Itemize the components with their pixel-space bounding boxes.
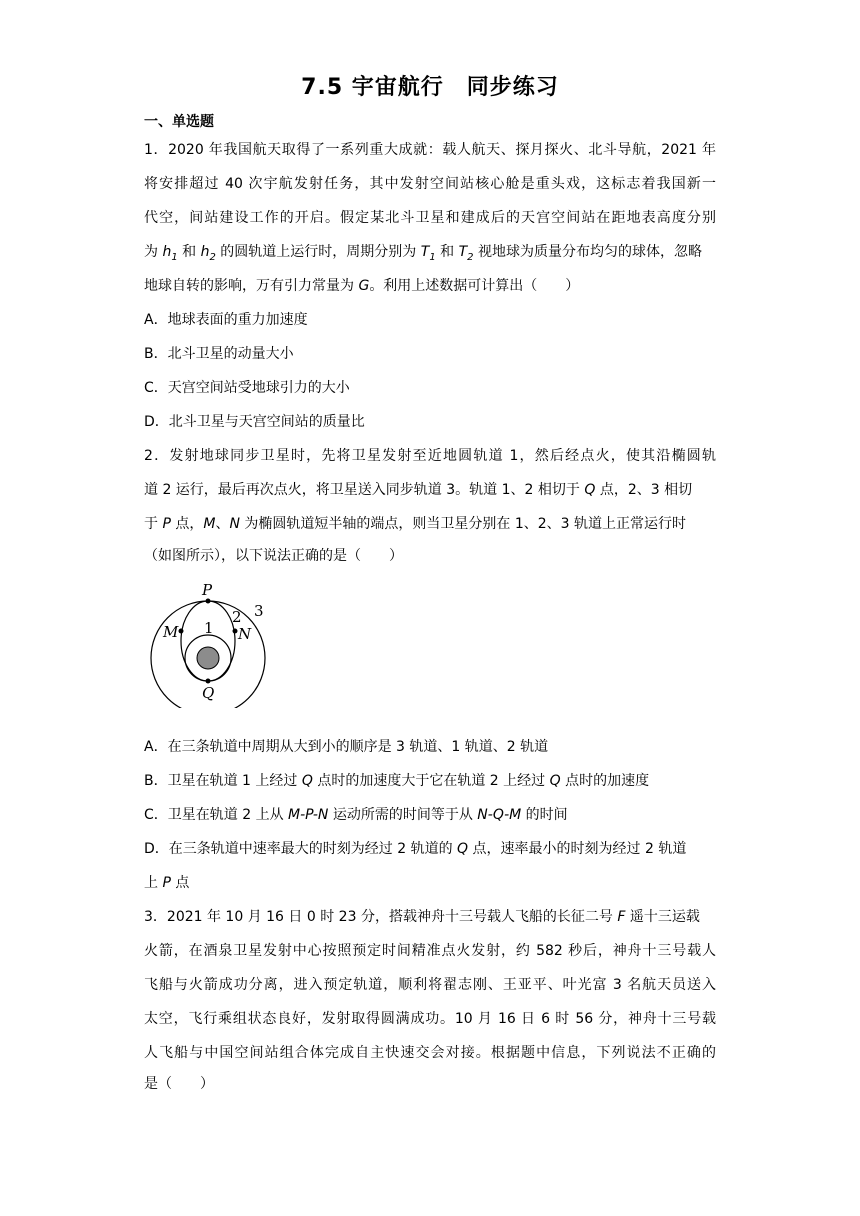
text: 的圆轨道上运行时，周期分别为 <box>215 244 421 260</box>
text: 3．2021 年 10 月 16 日 0 时 23 分，搭载神舟十三号载人飞船的长征二号 <box>144 909 618 925</box>
q3-line-3: 飞船与火箭成功分离，进入预定轨道，顺利将翟志刚、王亚平、叶光富 3 名航天员送入 <box>144 977 716 993</box>
text: 点，2、3 相切 <box>595 482 693 498</box>
q1-line-2: 将安排超过 40 次宇航发射任务，其中发射空间站核心舱是重头戏，这标志着我国新一 <box>144 176 716 192</box>
q1-option-d: D．北斗卫星与天宫空间站的质量比 <box>144 414 365 430</box>
q1-option-a: A．地球表面的重力加速度 <box>144 312 308 328</box>
var-q: Q <box>584 482 596 498</box>
text: 点，速率最小的时刻为经过 2 轨道 <box>468 841 687 857</box>
text: 视地球为质量分布均匀的球体，忽略 <box>473 244 702 260</box>
q2-option-d-cont <box>144 872 189 894</box>
var-p: P <box>162 875 171 891</box>
text: 为椭圆轨道短半轴的端点，则当卫星分别在 1、2、3 轨道上正常运行时 <box>239 516 687 532</box>
q3-line-1 <box>144 906 700 928</box>
text: 、 <box>215 516 230 532</box>
text: 道 2 运行，最后再次点火，将卫星送入同步轨道 3。轨道 1、2 相切于 <box>144 482 585 498</box>
var-f: F <box>617 909 626 925</box>
label-orbit-2: 2 <box>232 608 242 626</box>
text: 点时的加速度 <box>560 773 650 789</box>
q1-line-4 <box>144 241 716 269</box>
orbit-diagram <box>150 578 270 708</box>
label-m: M <box>163 623 179 641</box>
var-nqm: N-Q-M <box>477 807 522 823</box>
text: 点 <box>170 875 190 891</box>
text: D．在三条轨道中速率最大的时刻为经过 2 轨道的 <box>144 841 458 857</box>
q3-line-2: 火箭，在酒泉卫星发射中心按照预定时间精准点火发射，约 582 秒后，神舟十三号载人 <box>144 943 716 959</box>
text: 点时的加速度大于它在轨道 2 上经过 <box>312 773 550 789</box>
text: 的时间 <box>521 807 568 823</box>
subscript: 1 <box>171 251 178 263</box>
var-mpn: M-P-N <box>288 807 329 823</box>
point-m <box>179 629 184 634</box>
text: C．卫星在轨道 2 上从 <box>144 807 289 823</box>
q3-line-6: 是（ ） <box>144 1076 214 1092</box>
text: B．卫星在轨道 1 上经过 <box>144 773 302 789</box>
point-n <box>233 629 238 634</box>
var-g: G <box>358 278 370 294</box>
text: 为 <box>144 244 163 260</box>
var-t: T <box>420 244 430 260</box>
q3-line-4: 太空，飞行乘组状态良好，发射取得圆满成功。10 月 16 日 6 时 56 分，神舟十三号载 <box>144 1011 716 1027</box>
text: 遥十三运载 <box>625 909 700 925</box>
q2-option-b <box>144 770 649 792</box>
var-t: T <box>458 244 468 260</box>
q2-line-1: 2．发射地球同步卫星时，先将卫星发射至近地圆轨道 1，然后经点火，使其沿椭圆轨 <box>144 448 716 464</box>
q2-line-3 <box>144 513 686 535</box>
var-q: Q <box>301 773 313 789</box>
label-orbit-1: 1 <box>204 619 214 637</box>
q2-option-c <box>144 804 568 826</box>
q2-line-2 <box>144 479 692 501</box>
section-heading: 一、单选题 <box>144 114 214 130</box>
point-q <box>206 679 211 684</box>
q2-line-4: （如图所示），以下说法正确的是（ ） <box>144 548 403 564</box>
subscript: 2 <box>209 251 216 263</box>
var-n: N <box>229 516 240 532</box>
subscript: 2 <box>467 251 474 263</box>
text: 。利用上述数据可计算出（ ） <box>369 278 580 294</box>
text: 地球自转的影响，万有引力常量为 <box>144 278 359 294</box>
var-h: h <box>162 244 172 260</box>
var-p: P <box>162 516 171 532</box>
q1-option-c: C．天宫空间站受地球引力的大小 <box>144 380 350 396</box>
page-title: 7.5 宇宙航行 同步练习 <box>301 75 559 100</box>
text: 于 <box>144 516 163 532</box>
q1-line-5 <box>144 275 579 297</box>
subscript: 1 <box>429 251 436 263</box>
var-q: Q <box>457 841 469 857</box>
label-n: N <box>238 625 252 643</box>
q1-option-b: B．北斗卫星的动量大小 <box>144 346 294 362</box>
text: 和 <box>177 244 201 260</box>
var-q: Q <box>549 773 561 789</box>
text: 和 <box>435 244 459 260</box>
point-p <box>206 599 211 604</box>
q3-line-5: 人飞船与中国空间站组合体完成自主快速交会对接。根据题中信息，下列说法不正确的 <box>144 1045 716 1061</box>
text: 点， <box>170 516 204 532</box>
earth <box>197 647 219 669</box>
label-p: P <box>202 581 213 599</box>
q2-option-d <box>144 838 686 860</box>
q1-line-3: 代空，间站建设工作的开启。假定某北斗卫星和建成后的天宫空间站在距地表高度分别 <box>144 210 716 226</box>
label-orbit-3: 3 <box>254 602 264 620</box>
q2-option-a: A．在三条轨道中周期从大到小的顺序是 3 轨道、1 轨道、2 轨道 <box>144 739 549 755</box>
q1-line-1: 1．2020 年我国航天取得了一系列重大成就：载人航天、探月探火、北斗导航，2021 年 <box>144 142 716 158</box>
label-q: Q <box>202 684 215 702</box>
text: 上 <box>144 875 163 891</box>
text: 运动所需的时间等于从 <box>328 807 478 823</box>
var-m: M <box>203 516 216 532</box>
var-h: h <box>200 244 210 260</box>
